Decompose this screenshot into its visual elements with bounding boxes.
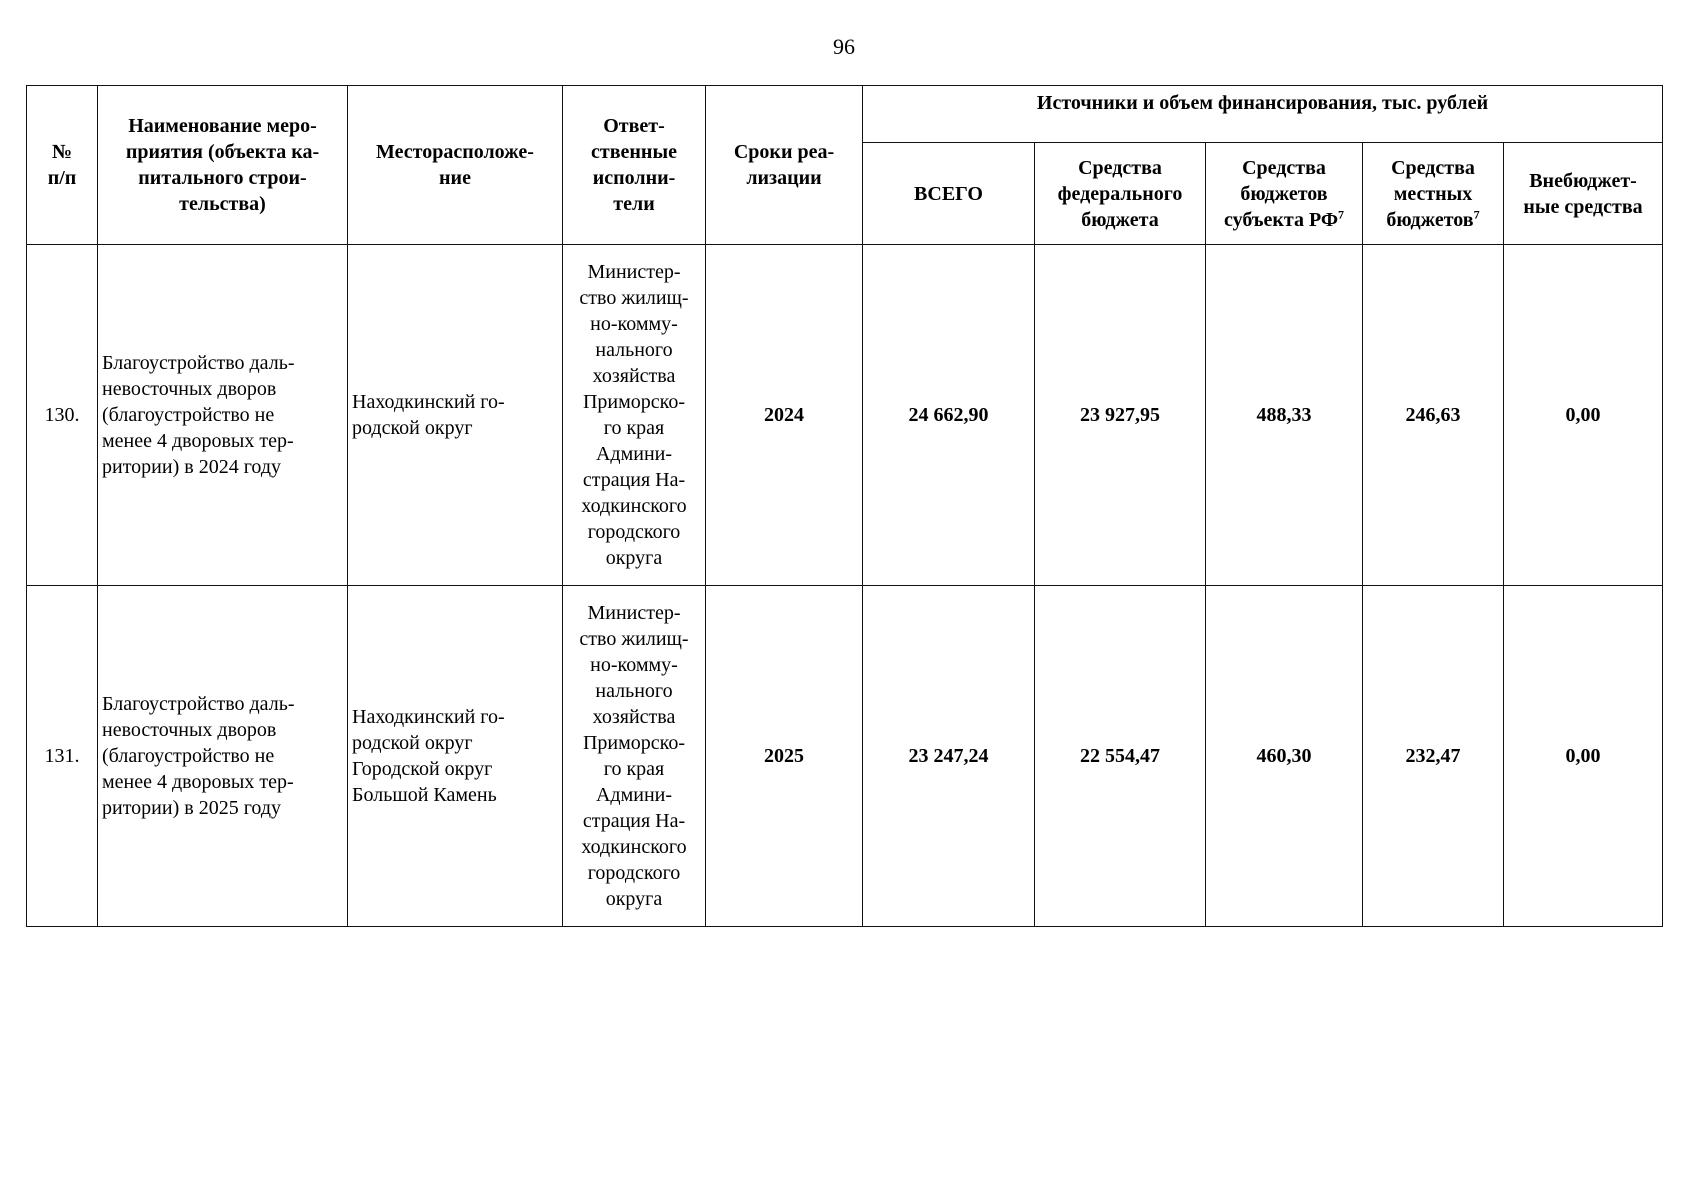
total-amount: 24 662,90 (863, 245, 1035, 586)
period: 2024 (706, 245, 863, 586)
federal-amount: 22 554,47 (1035, 586, 1206, 927)
extrabudget-amount: 0,00 (1504, 245, 1663, 586)
local-amount: 232,47 (1363, 586, 1504, 927)
event-name: Благоустройство даль- невосточных дворов (благоустройство не менее 4 дворовых тер- ритории) в 2025 году (98, 586, 348, 927)
header-name: Наименование меро- приятия (объекта ка- питального строи- тельства) (98, 86, 348, 245)
header-extrabudget: Внебюджет- ные средства (1504, 143, 1663, 245)
footnote-mark: 7 (1473, 206, 1480, 221)
header-executors: Ответ- ственные исполни- тели (563, 86, 706, 245)
total-amount: 23 247,24 (863, 586, 1035, 927)
executors: Министер- ство жилищ- но-комму- нального хозяйства Приморско- го края Админи- страция На- ходкинского городского округа (563, 245, 706, 586)
location: Находкинский го- родской округ Городской округ Большой Камень (348, 586, 563, 927)
page-number: 96 (833, 34, 855, 59)
financing-table (26, 85, 1663, 927)
header-period: Сроки реа- лизации (706, 86, 863, 245)
event-name: Благоустройство даль- невосточных дворов (благоустройство не менее 4 дворовых тер- ритории) в 2024 году (98, 245, 348, 586)
row-number: 130. (27, 245, 98, 586)
subject-amount: 460,30 (1206, 586, 1363, 927)
header-row-top (27, 86, 1663, 143)
table-row (27, 245, 1663, 586)
header-location: Месторасположе- ние (348, 86, 563, 245)
footnote-mark: 7 (1338, 206, 1345, 221)
local-amount: 246,63 (1363, 245, 1504, 586)
period: 2025 (706, 586, 863, 927)
row-number: 131. (27, 586, 98, 927)
subject-amount: 488,33 (1206, 245, 1363, 586)
header-federal: Средства федерального бюджета (1035, 143, 1206, 245)
location: Находкинский го- родской округ (348, 245, 563, 586)
header-num: № п/п (27, 86, 98, 245)
header-subject: Средства бюджетов субъекта $РФ^7$ (1206, 143, 1363, 245)
extrabudget-amount: 0,00 (1504, 586, 1663, 927)
header-total: ВСЕГО (863, 143, 1035, 245)
executors: Министер- ство жилищ- но-комму- нального хозяйства Приморско- го края Админи- страция На- ходкинского городского округа (563, 586, 706, 927)
table-row (27, 586, 1663, 927)
federal-amount: 23 927,95 (1035, 245, 1206, 586)
header-local: Средства местных бюджетов$^7$ (1363, 143, 1504, 245)
header-funding-group: Источники и объем финансирования, тыс. рублей (863, 86, 1663, 143)
